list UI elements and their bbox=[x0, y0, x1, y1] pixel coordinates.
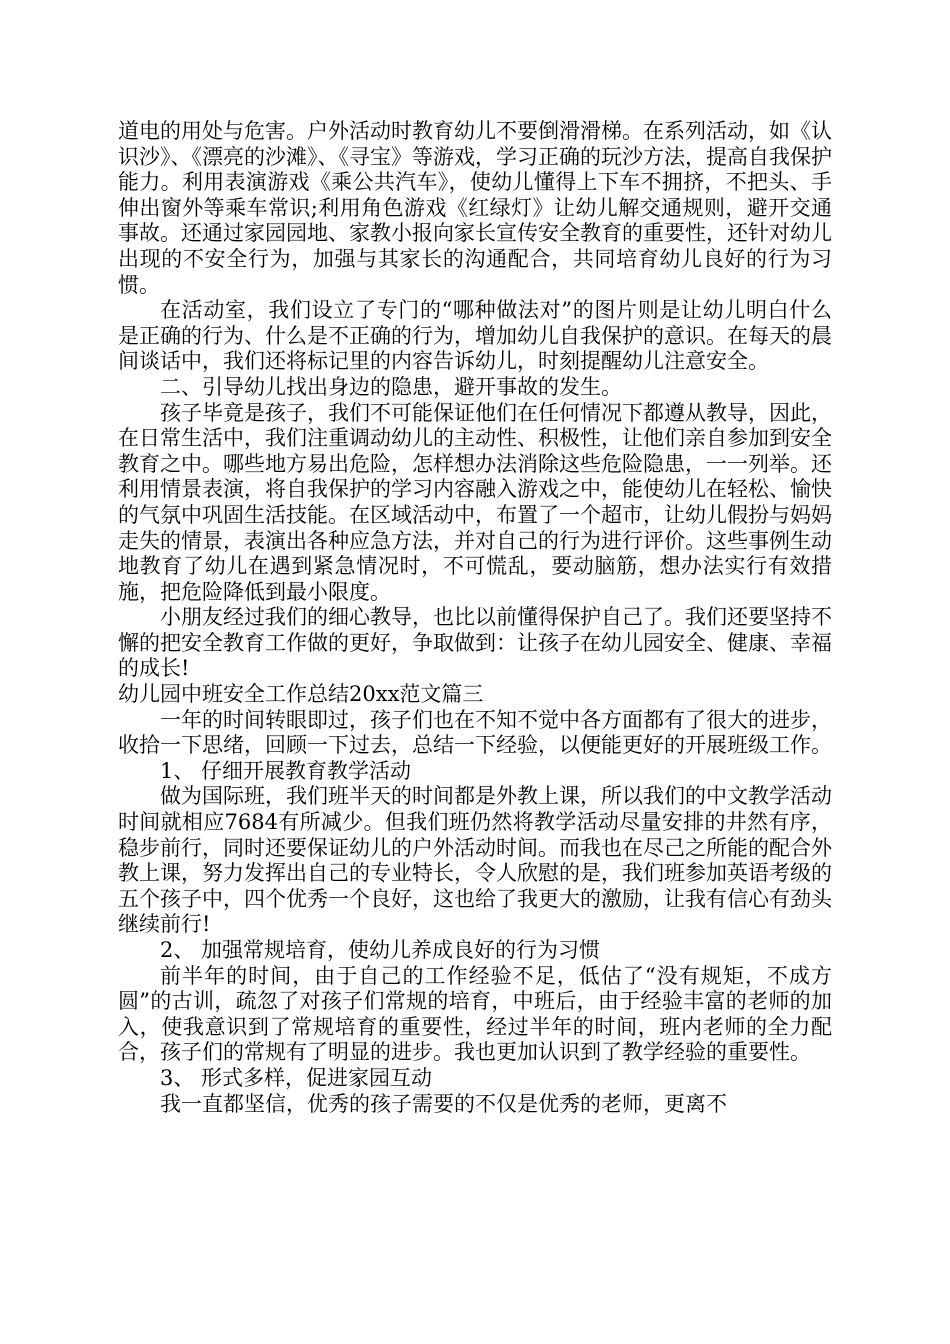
paragraph-safety-activities: 道电的用处与危害。户外活动时教育幼儿不要倒滑滑梯。在系列活动，如《认识沙》、《漂亮的沙滩》、《寻宝》等游戏，学习正确的玩沙方法，提高自我保护能力。利用表演游戏《乘公共汽车》，使幼儿懂得上下车不拥挤，不把头、手伸出窗外等乘车常识;利用角色游戏《红绿灯》让幼儿解交通规则，避开交通事故。还通过家园园地、家教小报向家长宣传安全教育的重要性，还针对幼儿出现的不安全行为，加强与其家长的沟通配合，共同培育幼儿良好的行为习惯。 bbox=[118, 119, 832, 297]
paragraph-home-school: 我一直都坚信，优秀的孩子需要的不仅是优秀的老师，更离不 bbox=[160, 1091, 727, 1116]
paragraph-activity-room: 在活动室，我们设立了专门的“哪种做法对”的图片则是让幼儿明白什么是正确的行为、什么是不正确的行为，增加幼儿自我保护的意识。在每天的晨间谈话中，我们还将标记里的内容告诉幼儿，时刻提醒幼儿注意安全。 bbox=[118, 298, 832, 374]
article-title-part-three: 幼儿园中班安全工作总结20xx范文篇三 bbox=[118, 682, 484, 707]
paragraph-routine-training: 前半年的时间，由于自己的工作经验不足，低估了“没有规矩，不成方圆”的古训，疏忽了对孩子们常规的培育，中班后，由于经验丰富的老师的加入，使我意识到了常规培育的重要性，经过半年的时间，班内老师的全力配合，孩子们的常规有了明显的进步。我也更加认识到了教学经验的重要性。 bbox=[118, 963, 832, 1065]
section-heading-3: 3、 形式多样，促进家园互动 bbox=[160, 1065, 433, 1090]
paragraph-intro-year: 一年的时间转眼即过，孩子们也在不知不觉中各方面都有了很大的进步，收拾一下思绪，回顾一下过去，总结一下经验，以便能更好的开展班级工作。 bbox=[118, 707, 832, 758]
section-heading-1: 1、 仔细开展教育教学活动 bbox=[160, 758, 412, 783]
section-heading-2: 2、 加强常规培育，使幼儿养成良好的行为习惯 bbox=[160, 938, 601, 962]
section-heading-two: 二、引导幼儿找出身边的隐患，避开事故的发生。 bbox=[160, 374, 622, 399]
paragraph-international-class: 做为国际班，我们班半天的时间都是外教上课，所以我们的中文教学活动时间就相应7684有所减少。但我们班仍然将教学活动尽量安排的井然有序，稳步前行，同时还要保证幼儿的户外活动时间。而我也在尽己之所能的配合外教上课，努力发挥出自己的专业特长，令人欣慰的是，我们班参加英语考级的五个孩子中，四个优秀一个良好，这也给了我更大的激励，让我有信心有劲头继续前行! bbox=[118, 784, 832, 937]
paragraph-conclusion: 小朋友经过我们的细心教导，也比以前懂得保护自己了。我们还要坚持不懈的把安全教育工作做的更好，争取做到：让孩子在幼儿园安全、健康、幸福的成长! bbox=[118, 605, 832, 681]
paragraph-daily-life: 孩子毕竟是孩子，我们不可能保证他们在任何情况下都遵从教导，因此，在日常生活中，我们注重调动幼儿的主动性、积极性，让他们亲自参加到安全教育之中。哪些地方易出危险，怎样想办法消除这些危险隐患，一一列举。还利用情景表演，将自我保护的学习内容融入游戏之中，能使幼儿在轻松、愉快的气氛中巩固生活技能。在区域活动中，布置了一个超市，让幼儿假扮与妈妈走失的情景，表演出各种应急方法，并对自己的行为进行评价。这些事例生动地教育了幼儿在遇到紧急情况时，不可慌乱，要动脑筋，想办法实行有效措施，把危险降低到最小限度。 bbox=[118, 400, 832, 604]
document-body bbox=[118, 119, 832, 1117]
